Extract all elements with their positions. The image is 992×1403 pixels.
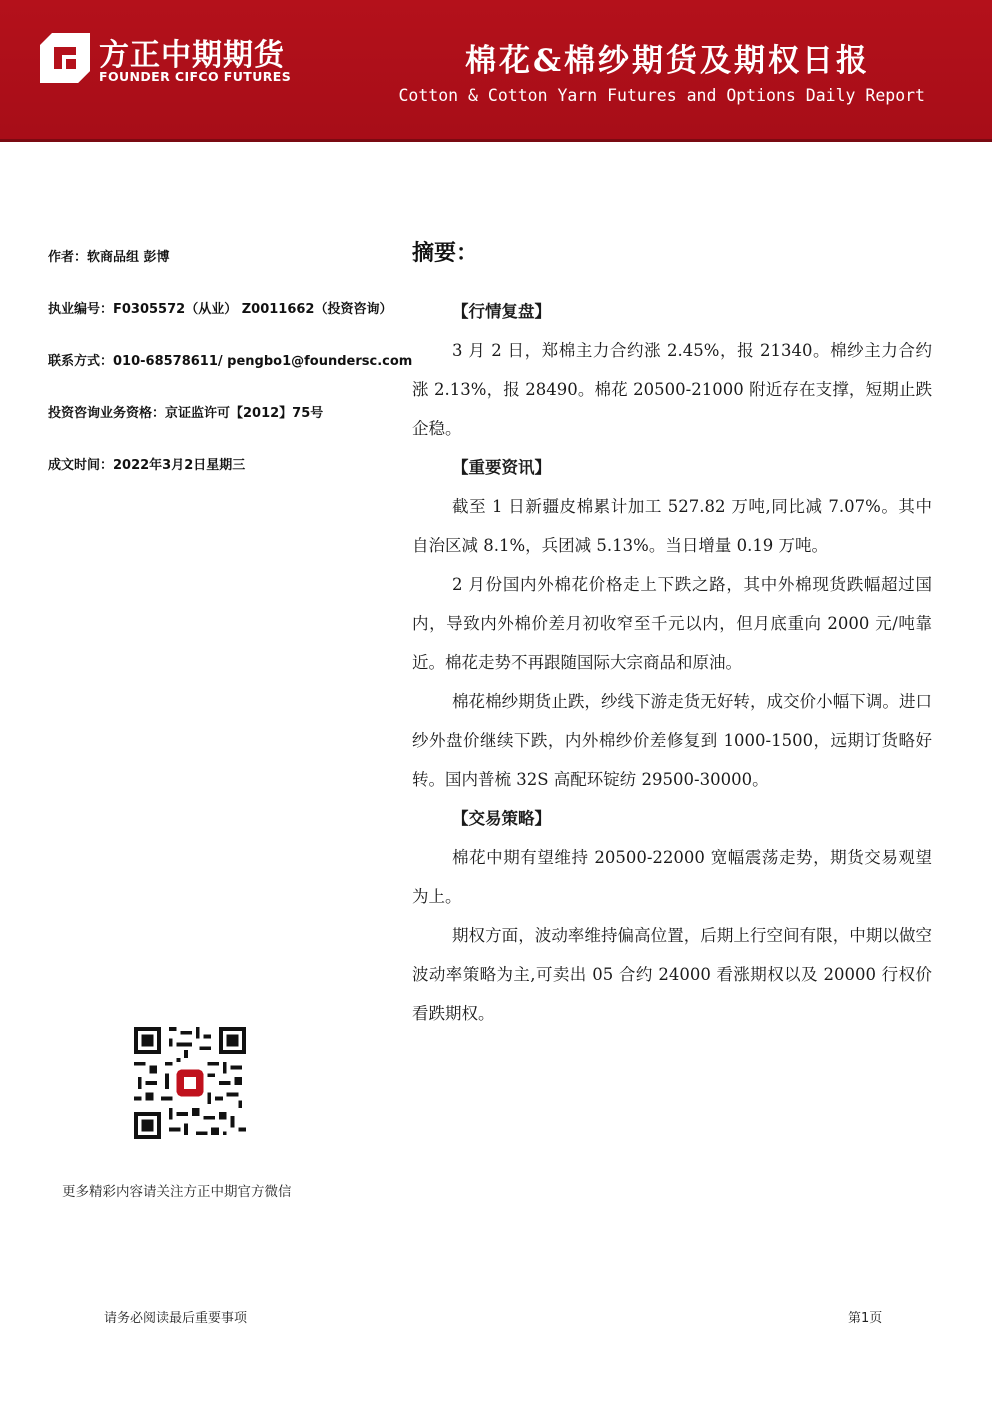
meta-author: 作者：软商品组 彭博 [48,250,170,265]
paragraph-strategy-futures: 棉花中期有望维持 20500-22000 宽幅震荡走势，期货交易观望为上。 [412,848,932,906]
paragraph-news-price-spread: 2 月份国内外棉花价格走上下跌之路，其中外棉现货跌幅超过国内，导致内外棉价差月初收窄至千元以内，但月底重向 2000 元/吨靠近。棉花走势不再跟随国际大宗商品和原油。 [412,575,932,672]
paragraph-market-review: 3 月 2 日，郑棉主力合约涨 2.45%，报 21340。棉纱主力合约涨 2.13%，报 28490。棉花 20500-21000 附近存在支撑，短期止跌企稳。 [412,341,932,438]
meta-date: 成文时间：2022年3月2日星期三 [48,458,246,473]
report-header [0,0,992,142]
report-title-chinese: 棉花&棉纱期货及期权日报 [465,43,870,79]
section-heading-key-news: 【重要资讯】 [452,458,551,477]
header-divider [0,139,992,142]
meta-contact: 联系方式：010-68578611/ pengbo1@foundersc.com [48,354,413,369]
summary-title: 摘要： [412,241,479,266]
meta-license-number: 执业编号：F0305572（从业） Z0011662（投资咨询） [48,302,393,317]
summary-body [412,292,932,1033]
footer-notice: 请务必阅读最后重要事项 [104,1311,248,1326]
page-number: 第1页 [848,1311,883,1326]
logo-english-name: FOUNDER CIFCO FUTURES [99,69,292,84]
paragraph-news-processing: 截至 1 日新疆皮棉累计加工 527.82 万吨,同比减 7.07%。其中自治区减 8.1%，兵团减 5.13%。当日增量 0.19 万吨。 [412,497,932,555]
meta-qualification: 投资咨询业务资格：京证监许可【2012】75号 [48,406,324,421]
qr-caption: 更多精彩内容请关注方正中期官方微信 [62,1184,292,1200]
section-heading-strategy: 【交易策略】 [452,809,551,828]
wechat-qr-code-icon [134,1027,246,1139]
logo-chinese-name: 方正中期期货 [99,38,285,73]
paragraph-strategy-options: 期权方面，波动率维持偏高位置，后期上行空间有限，中期以做空波动率策略为主,可卖出 05 合约 24000 看涨期权以及 20000 行权价看跌期权。 [412,926,932,1023]
paragraph-news-yarn: 棉花棉纱期货止跌，纱线下游走货无好转，成交价小幅下调。进口纱外盘价继续下跌，内外棉纱价差修复到 1000-1500，远期订货略好转。国内普梳 32S 高配环锭纺 29500-30000。 [412,692,932,789]
section-heading-market-review: 【行情复盘】 [452,302,551,321]
report-title-english: Cotton & Cotton Yarn Futures and Options Daily Report [398,86,925,105]
founder-logo-icon [40,33,90,83]
